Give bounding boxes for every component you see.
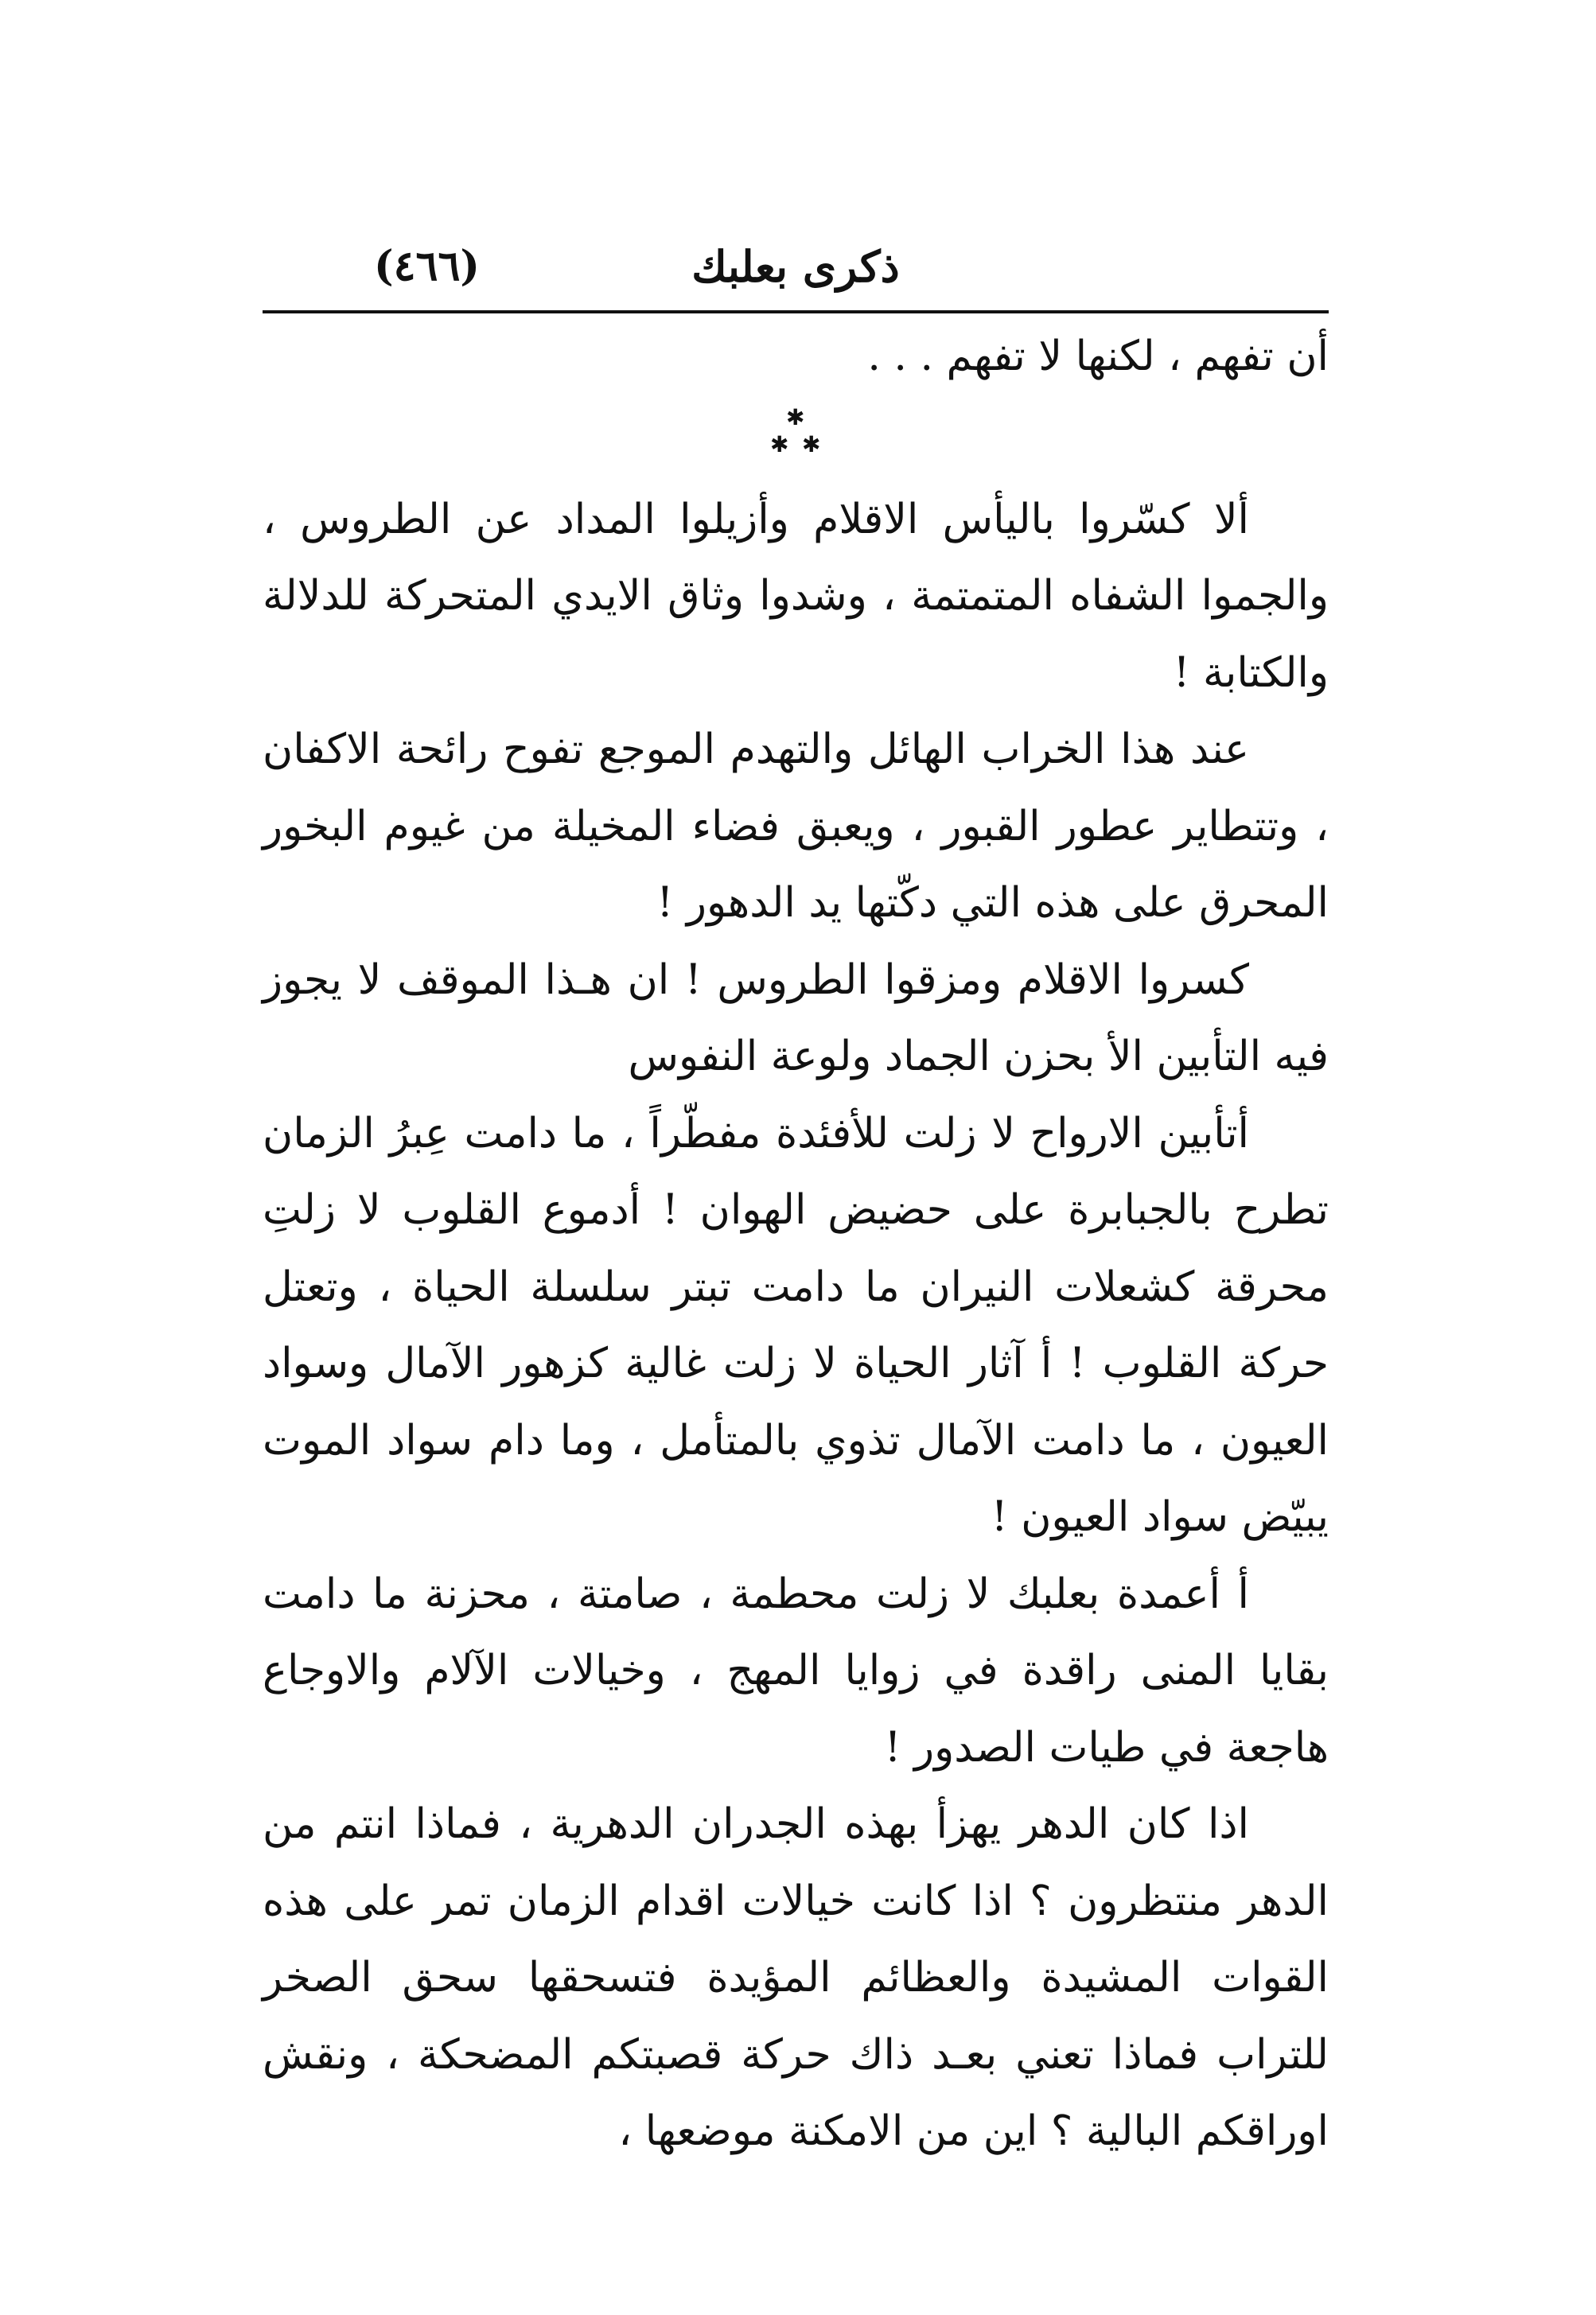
paragraph: اذا كان الدهر يهزأ بهذه الجدران الدهرية ، فماذا انتم من الدهر منتظرون ؟ اذا كانت خيالات اقدام الزمان تمر على هذه القوات المشيدة والعظائم المؤيدة فتسحقها سحق الصخر للتراب فماذا تعني بعـد ذاك حركة قصبتكم المضحكة ، ونقش اوراقكم البالية ؟ اين من الامكنة موضعها ، [263, 1800, 1329, 2155]
asterism-star-icon: ✱ [770, 430, 789, 457]
header-rule [263, 310, 1329, 313]
page-body [263, 318, 1329, 2170]
page-number: (٤٦٦) [374, 242, 481, 290]
paragraph: كسروا الاقلام ومزقوا الطروس ! ان هـذا الموقف لا يجوز فيه التأبين الأ بحزن الجماد ولوعة النفوس [263, 955, 1329, 1080]
paragraph: أ أعمدة بعلبك لا زلت محطمة ، صامتة ، محزنة ما دامت بقايا المنى راقدة في زوايا المهج ، وخيالات الآلام والاوجاع هاجعة في طيات الصدور ! [263, 1570, 1329, 1772]
asterism-star-icon: ✱ [786, 403, 805, 430]
section-asterism [764, 402, 827, 465]
paragraph: أتأبين الارواح لا زلت للأفئدة مفطّراً ، ما دامت عِبرُ الزمان تطرح بالجبابرة على حضيض الهوان ! أدموع القلوب لا زلتِ محرقة كشعلات النيران ما دامت تبتر سلسلة الحياة ، وتعتل حركة القلوب ! أ آثار الحياة لا زلت غالية كزهور الآمال وسواد العيون ، ما دامت الآمال تذوي بالمتأمل ، وما دام سواد الموت يبيّض سواد العيون ! [263, 1109, 1329, 1541]
paragraph: عند هذا الخراب الهائل والتهدم الموجع تفوح رائحة الاكفان ، وتتطاير عطور القبور ، ويعبق فضاء المخيلة من غيوم البخور المحرق على هذه التي دكّتها يد الدهور ! [263, 726, 1329, 927]
asterism-star-icon: ✱ [802, 430, 821, 457]
continued-line: أن تفهم ، لكنها لا تفهم . . . [867, 333, 1329, 380]
paragraph: ألا كسّروا باليأس الاقلام وأزيلوا المداد عن الطروس ، والجموا الشفاه المتمتمة ، وشدوا وثاق الايدي المتحركة للدلالة والكتابة ! [263, 495, 1329, 697]
running-title: ذكرى بعلبك [691, 241, 900, 292]
page-header [263, 231, 1329, 302]
